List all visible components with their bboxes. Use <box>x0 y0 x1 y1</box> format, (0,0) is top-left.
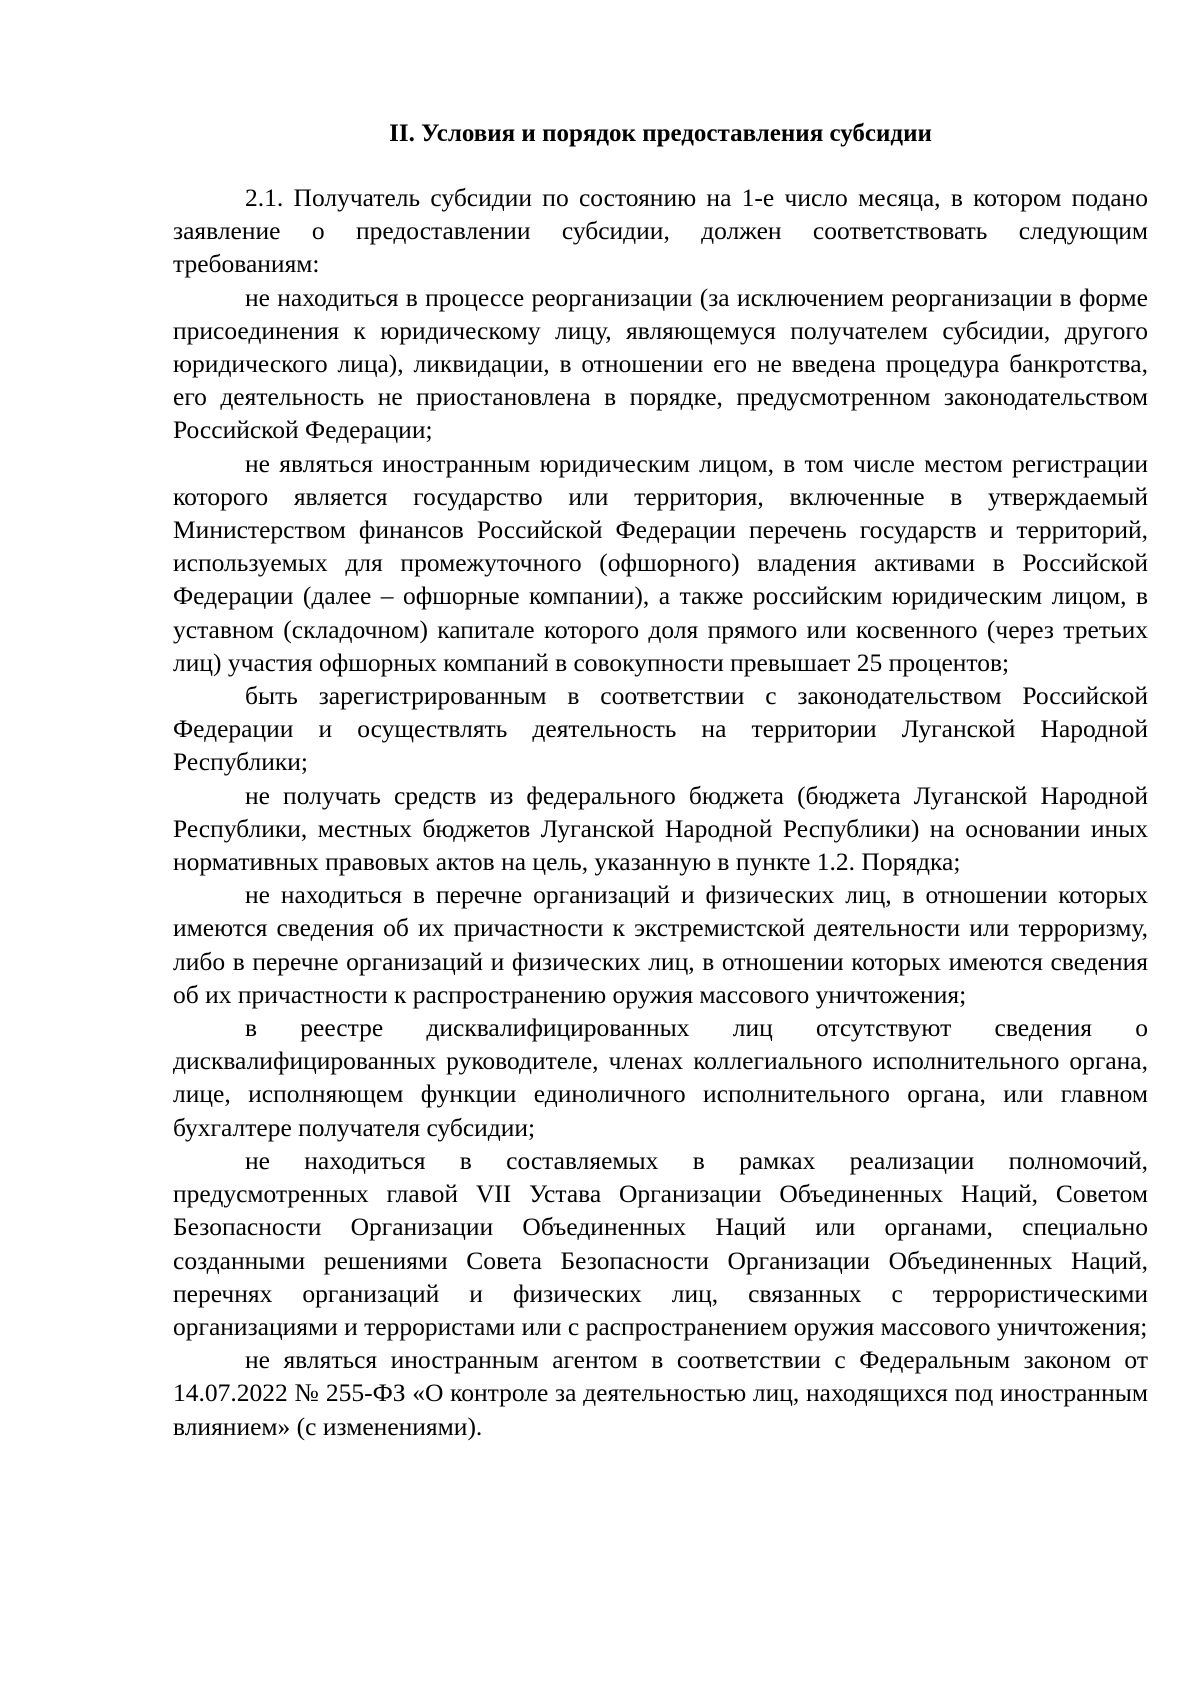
paragraph-budget-funds: не получать средств из федерального бюджета (бюджета Луганской Народной Республики, местных бюджетов Луганской Народной Республики) на основании иных нормативных правовых актов на цель, указанную в пункте 1.2. Порядка; <box>173 780 1148 877</box>
section-title: II. Условия и порядок предоставления субсидии <box>389 120 932 147</box>
document-body <box>173 181 1148 1443</box>
paragraph-foreign-entity: не являться иностранным юридическим лицом, в том числе местом регистрации которого является государство или территория, включенные в утверждаемый Министерством финансов Российской Федерации перечень государств и территорий, используемых для промежуточного (офшорного) владения активами в Российской Федерации (далее – офшорные компании), а также российским юридическим лицом, в уставном (складочном) капитале которого доля прямого или косвенного (через третьих лиц) участия офшорных компаний в совокупности превышает 25 процентов; <box>173 448 1148 677</box>
paragraph-reorganization: не находиться в процессе реорганизации (за исключением реорганизации в форме присоединения к юридическому лицу, являющемуся получателем субсидии, другого юридического лица), ликвидации, в отношении его не введена процедура банкротства, его деятельность не приостановлена в порядке, предусмотренном законодательством Российской Федерации; <box>173 282 1148 445</box>
paragraph-un-sanctions: не находиться в составляемых в рамках реализации полномочий, предусмотренных главой VII Устава Организации Объединенных Наций, Советом Безопасности Организации Объединенных Наций или органами, специально созданными решениями Совета Безопасности Организации Объединенных Наций, перечнях организаций и физических лиц, связанных с террористическими организациями и террористами или с распространением оружия массового уничтожения; <box>173 1145 1148 1341</box>
paragraph-registration: быть зарегистрированным в соответствии с законодательством Российской Федерации и осуществлять деятельность на территории Луганской Народной Республики; <box>173 681 1148 777</box>
paragraph-foreign-agent: не являться иностранным агентом в соответствии с Федеральным законом от 14.07.2022 № 255-ФЗ «О контроле за деятельностью лиц, находящихся под иностранным влиянием» (с изменениями). <box>173 1345 1148 1441</box>
paragraph-extremism-list: не находиться в перечне организаций и физических лиц, в отношении которых имеются сведения об их причастности к экстремистской деятельности или терроризму, либо в перечне организаций и физических лиц, в отношении которых имеются сведения об их причастности к распространению оружия массового уничтожения; <box>173 880 1148 1009</box>
paragraph-disqualified-registry: в реестре дисквалифицированных лиц отсутствуют сведения о дисквалифицированных руководителе, членах коллегиального исполнительного органа, лице, исполняющем функции единоличного исполнительного органа, или главном бухгалтере получателя субсидии; <box>173 1013 1148 1142</box>
paragraph-2-1-intro: 2.1. Получатель субсидии по состоянию на 1-е число месяца, в котором подано заявление о предоставлении субсидии, должен соответствовать следующим требованиям: <box>173 183 1148 279</box>
